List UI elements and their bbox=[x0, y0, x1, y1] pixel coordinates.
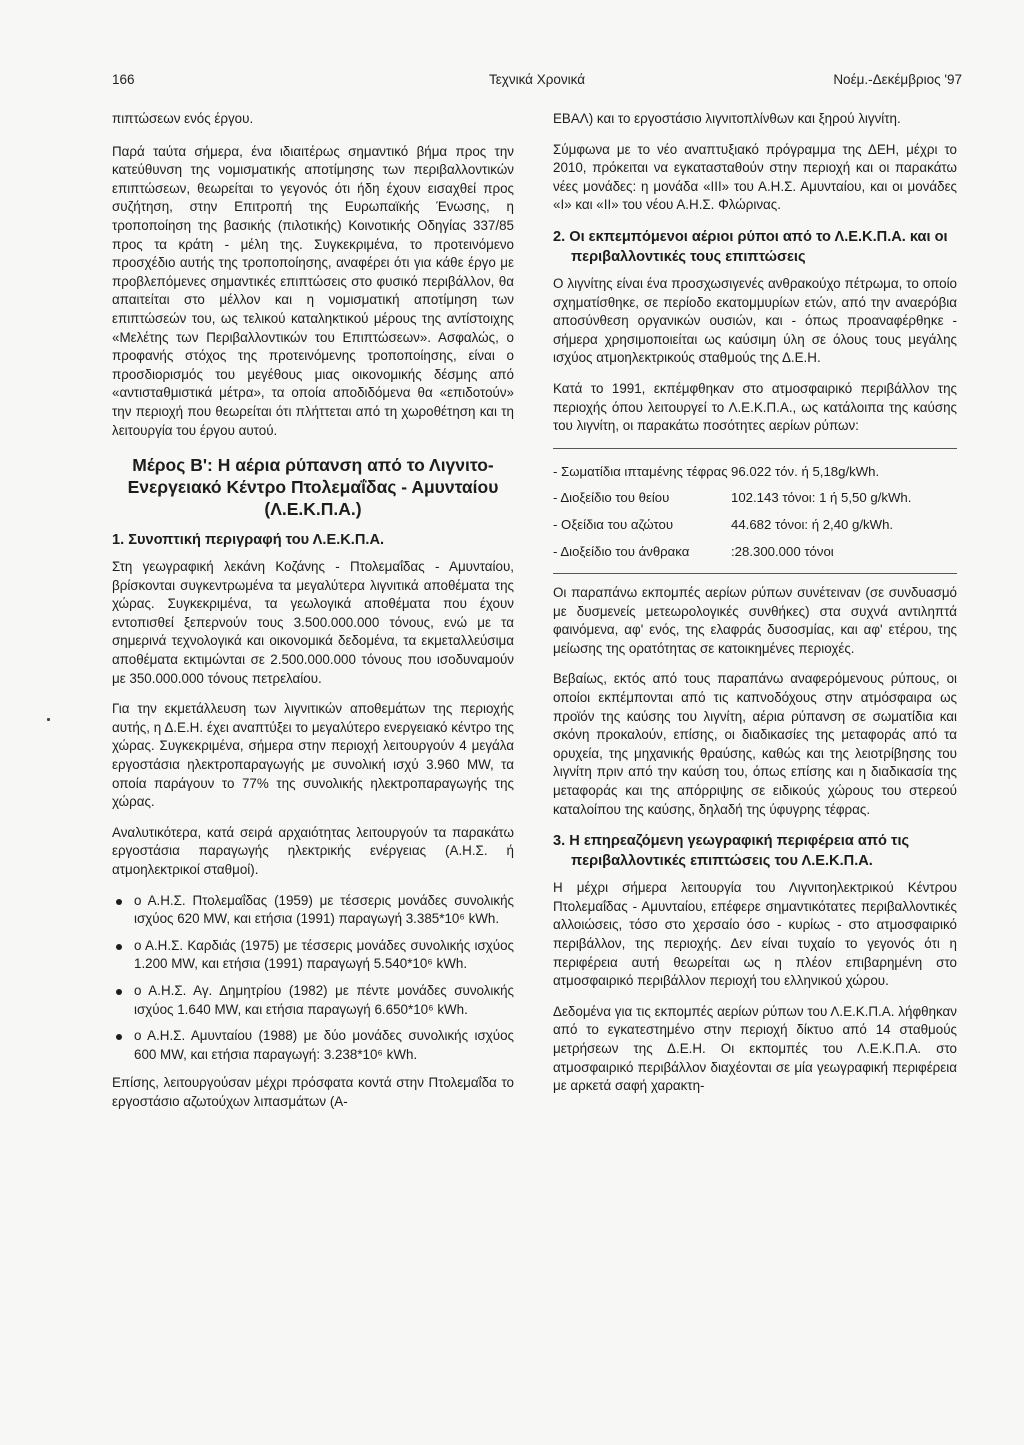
emissions-table bbox=[553, 459, 957, 565]
list-item bbox=[112, 892, 514, 929]
pollutant-amount: 44.682 τόνοι: ή 2,40 g/kWh. bbox=[731, 516, 894, 532]
list-item bbox=[112, 982, 514, 1019]
paragraph: Επίσης, λειτουργούσαν μέχρι πρόσφατα κοντά στην Πτολεμαΐδα το εργοστάσιο αζωτούχων λιπασμάτων (Α- bbox=[112, 1075, 514, 1109]
table-row bbox=[553, 539, 957, 566]
paragraph: Βεβαίως, εκτός από τους παραπάνω αναφερόμενους ρύπους, οι οποίοι εκπέμπονται από τις καπνοδόχους στην ατμόσφαιρα ως προϊόν της καύσης του λιγνίτη, αέρια ρύπανση σε σωματίδια και σκόνη προκαλούν, επίσης, οι διαδικασίες της μεταφοράς από τα ορυχεία, της μηχανικής θραύσης, καθώς και της λειοτρίβησης του λιγνίτη πριν από την καύση του, όπως επίσης και η διαδικασία της μεταφοράς και της απόρριψης σε ειδικούς χώρους του στερεού καταλοίπου της καύσης, δηλαδή της ύφυγρης τέφρας. bbox=[553, 671, 957, 817]
section-heading: 2. Οι εκπεμπόμενοι αέριοι ρύποι από το Λ.Ε.Κ.Π.Α. και οι περιβαλλοντικές τους επιπτώσεις bbox=[553, 228, 948, 265]
table-row bbox=[553, 459, 957, 486]
list-item-text: ο Α.Η.Σ. Καρδιάς (1975) με τέσσερις μονάδες συνολικής ισχύος 1.200 MW, και ετήσια (1991) παραγωγή 5.540*10⁶ kWh. bbox=[134, 937, 514, 972]
list-item bbox=[112, 937, 514, 974]
section-heading: 3. Η επηρεαζόμενη γεωγραφική περιφέρεια από τις περιβαλλοντικές επιπτώσεις του Λ.Ε.Κ.Π.Α. bbox=[553, 833, 910, 870]
paragraph: Σύμφωνα με το νέο αναπτυξιακό πρόγραμμα της ΔΕΗ, μέχρι το 2010, πρόκειται να εγκατασταθούν στην περιοχή και οι παρακάτω νέες μονάδες: η μονάδα «ΙΙΙ» του Α.Η.Σ. Αμυνταίου, και οι μονάδες «Ι» και «ΙΙ» του νέου Α.Η.Σ. Φλώρινας. bbox=[553, 141, 957, 213]
paragraph: Για την εκμετάλλευση των λιγνιτικών αποθεμάτων της περιοχής αυτής, η Δ.Ε.Η. έχει αναπτύξει το μεγαλύτερο ενεργειακό κέντρο της χώρας. Συγκεκριμένα, σήμερα στην περιοχή λειτουργούν 4 μεγάλα εργοστάσια ηλεκτροπαραγωγής με συνολική ισχύ 3.960 MW, τα οποία παράγουν το 77% της συνολικής ηλεκτροπαραγωγής της χώρας. bbox=[112, 701, 514, 810]
pollutant-name: - Διοξείδιο του θείου bbox=[553, 490, 670, 506]
paragraph: ΕΒΑΛ) και το εργοστάσιο λιγνιτοπλίνθων και ξηρού λιγνίτη. bbox=[553, 111, 901, 126]
paragraph: Κατά το 1991, εκπέμφθηκαν στο ατμοσφαιρικό περιβάλλον της περιοχής όπου λειτουργεί το Λ.Ε.Κ.Π.Α., ως κατάλοιπα της καύσης του λιγνίτη, οι παρακάτω ποσότητες αερίων ρύπων: bbox=[553, 380, 957, 434]
paragraph: πιπτώσεων ενός έργου. bbox=[112, 111, 254, 126]
part-heading: Μέρος Β': Η αέρια ρύπανση από το Λιγνιτο-Ενεργειακό Κέντρο Πτολεμαΐδας - Αμυνταίου (Λ.Ε.Κ.Π.Α.) bbox=[127, 455, 499, 520]
power-station-list bbox=[112, 892, 514, 1065]
bullet-icon bbox=[116, 944, 122, 950]
right-column bbox=[553, 110, 957, 1108]
paragraph: Ο λιγνίτης είναι ένα προσχωσιγενές ανθρακούχο πέτρωμα, το οποίο σχηματίσθηκε, σε περίοδο εκατομμυρίων ετών, από την αναερόβια αποσύνθεση οργανικών ουσιών, και - όπως προαναφέρθηκε - σήμερα χρησιμοποιείται ως καύσιμη ύλη σε όλους τους μεγάλης ισχύος ατμοηλεκτρικούς σταθμούς της Δ.Ε.Η. bbox=[553, 275, 957, 366]
journal-title: Τεχνικά Χρονικά bbox=[488, 72, 586, 87]
list-item bbox=[112, 1027, 514, 1064]
bullet-icon bbox=[116, 989, 122, 995]
running-header bbox=[112, 72, 962, 87]
table-row bbox=[553, 485, 957, 512]
section-heading: 1. Συνοπτική περιγραφή του Λ.Ε.Κ.Π.Α. bbox=[112, 532, 385, 549]
pollutant-amount: 102.143 τόνοι: 1 ή 5,50 g/kWh. bbox=[731, 490, 912, 506]
pollutant-name: - Οξείδια του αζώτου bbox=[553, 516, 674, 532]
pollutant-amount: :28.300.000 τόνοι bbox=[731, 543, 834, 559]
page-number: 166 bbox=[112, 72, 135, 87]
list-item-text: ο Α.Η.Σ. Αγ. Δημητρίου (1982) με πέντε μονάδες συνολικής ισχύος 1.640 MW, και ετήσια παραγωγή 6.650*10⁶ kWh. bbox=[134, 982, 514, 1017]
left-column bbox=[112, 110, 514, 1124]
paragraph: Αναλυτικότερα, κατά σειρά αρχαιότητας λειτουργούν τα παρακάτω εργοστάσια παραγωγής ηλεκτρικής ενέργειας (Α.Η.Σ. ή ατμοηλεκτρικοί σταθμοί). bbox=[112, 824, 514, 877]
list-item-text: ο Α.Η.Σ. Πτολεμαΐδας (1959) με τέσσερις μονάδες συνολικής ισχύος 620 MW, και ετήσια (1991) παραγωγή 3.385*10⁶ kWh. bbox=[134, 892, 514, 927]
table-row bbox=[553, 512, 957, 539]
paragraph: Παρά ταύτα σήμερα, ένα ιδιαιτέρως σημαντικό βήμα προς την κατεύθυνση της νομισματικής αποτίμησης των περιβαλλοντικών επιπτώσεων, θεωρείται το γεγονός ότι ήδη έχουν εισαχθεί προς συζήτηση, στην Επιτροπή της Ευρωπαϊκής Ένωσης, η τροποποίηση της βασικής (πιλοτικής) Κοινοτικής Οδηγίας 337/85 προς τα κράτη - μέλη της. Συγκεκριμένα, το προτεινόμενο προσχέδιο αυτής της τροποποίησης, αναφέρει ότι για κάθε έργο με προβλεπόμενες σημαντικές επιπτώσεις στο φυσικό περιβάλλον, θα απαιτείται στο μέλλον και η νομισματική αποτίμηση των επιπτώσεών του, ως τελικού καταληκτικού μέρους της αντίστοιχης «Μελέτης των Περιβαλλοντικών του Επιπτώσεων». Ασφαλώς, ο προφανής στόχος της προτεινόμενης τροποποίησης, είναι ο προσδιορισμός του μεγέθους μιας οικονομικής δέσμης από «αντισταθμιστικά μέτρα», τα οποία αποδιδόμενα θα «επιδοτούν» την περιοχή που θεωρείται ότι πλήττεται από τη χωροθέτηση και τη λειτουργία του έργου αυτού. bbox=[112, 143, 514, 438]
paragraph: Οι παραπάνω εκπομπές αερίων ρύπων συνέτειναν (σε συνδυασμό με δυσμενείς μετεωρολογικές συνθήκες) στα συχνά αντιληπτά φαινόμενα, αφ' ενός, της ελαφράς δυσοσμίας, και αφ' ετέρου, της μείωσης της ορατότητας σε κατοικημένες περιοχές. bbox=[553, 585, 957, 656]
divider bbox=[553, 573, 957, 574]
paragraph: Δεδομένα για τις εκπομπές αερίων ρύπων του Λ.Ε.Κ.Π.Α. λήφθηκαν από το εγκατεστημένο στην περιοχή δίκτυο από 14 σταθμούς μετρήσεων της Δ.Ε.Η. Οι εκπομπές του Λ.Ε.Κ.Π.Α. στο ατμοσφαιρικό περιβάλλον διαχέονται σε μία γεωγραφική περιφέρεια με αρκετά σαφή χαρακτη- bbox=[553, 1003, 957, 1094]
pollutant-name: - Σωματίδια ιπταμένης τέφρας bbox=[553, 463, 728, 479]
paragraph: Η μέχρι σήμερα λειτουργία του Λιγνιτοηλεκτρικού Κέντρου Πτολεμαΐδας - Αμυνταίου, επέφερε σημαντικότατες περιβαλλοντικές αλλοιώσεις, τόσο στο χερσαίο όσο - κυρίως - στο ατμοσφαιρικό περιβάλλον, της περιοχής. Δεν είναι τυχαίο το γεγονός ότι η περιφέρεια αυτή θεωρείται ως η πλέον επιβαρημένη στο ατμοσφαιρικό περιβάλλον περιοχή του ελληνικού χώρου. bbox=[553, 880, 957, 989]
paragraph: Στη γεωγραφική λεκάνη Κοζάνης - Πτολεμαΐδας - Αμυνταίου, βρίσκονται συγκεντρωμένα τα μεγαλύτερα λιγνιτικά αποθέματα της χώρας. Συγκεκριμένα, τα γεωλογικά αποθέματα που έχουν εντοπισθεί ξεπερνούν τους 3.500.000.000 τόνους, ενώ με τα σημερινά τεχνολογικά και οικονομικά δεδομένα, τα εκμεταλλεύσιμα αποθέματα εκτιμώνται σε 2.500.000.000 τόνους που ισοδυναμούν με 350.000.000 τόνους πετρελαίου. bbox=[112, 559, 514, 686]
bullet-icon bbox=[116, 899, 122, 905]
pollutant-amount: 96.022 τόν. ή 5,18g/kWh. bbox=[731, 463, 880, 479]
issue-date: Νοέμ.-Δεκέμβριος '97 bbox=[833, 72, 962, 87]
divider bbox=[553, 448, 957, 449]
scan-speck bbox=[47, 718, 50, 721]
bullet-icon bbox=[116, 1034, 122, 1040]
pollutant-name: - Διοξείδιο του άνθρακα bbox=[553, 543, 690, 559]
list-item-text: ο Α.Η.Σ. Αμυνταίου (1988) με δύο μονάδες συνολικής ισχύος 600 MW, και ετήσια παραγωγή: 3.238*10⁶ kWh. bbox=[134, 1028, 514, 1062]
